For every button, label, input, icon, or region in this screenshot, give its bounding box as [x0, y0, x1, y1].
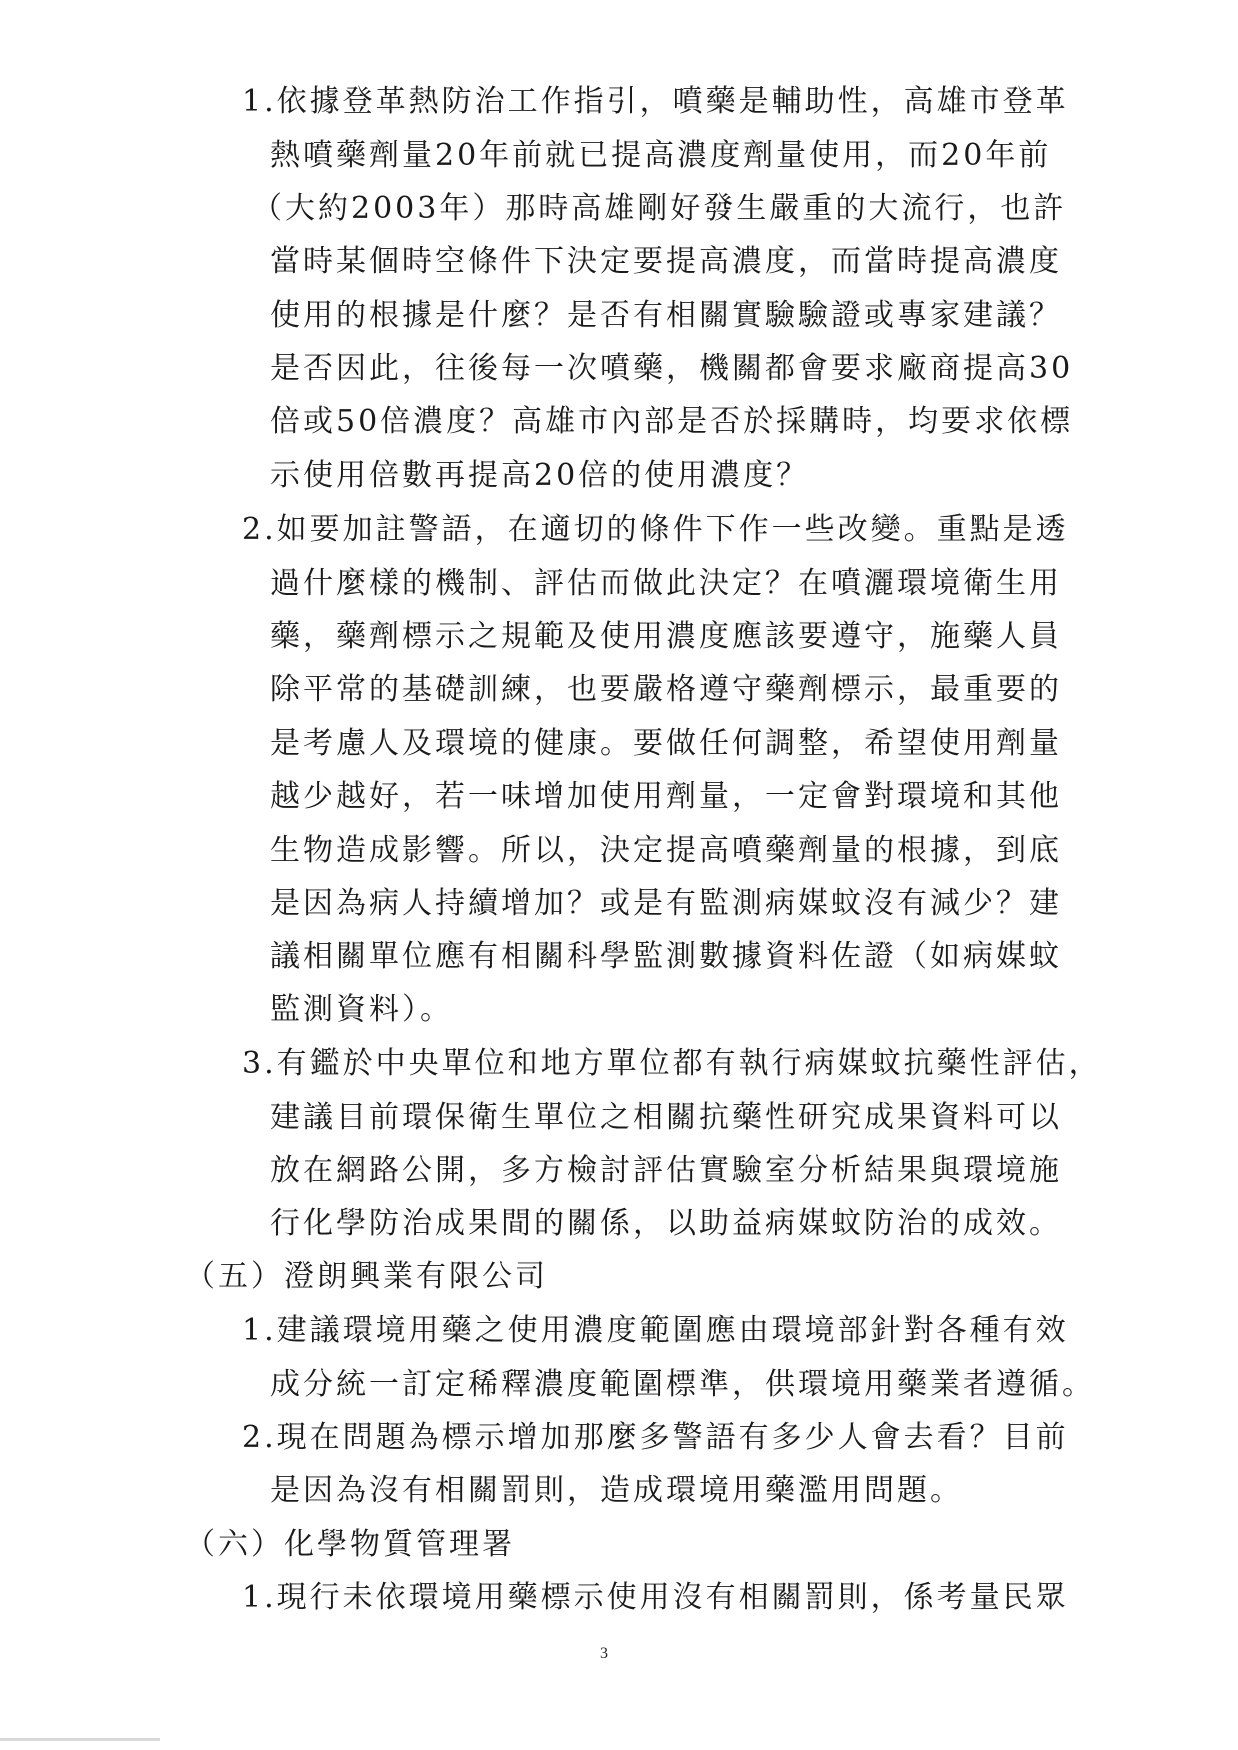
section-5-item-1-line-1: 1.建議環境用藥之使用濃度範圍應由環境部針對各種有效	[242, 1313, 1069, 1348]
item-2-line-1: 2.如要加註警語，在適切的條件下作一些改變。重點是透	[242, 512, 1069, 547]
section-5-heading: （五）澄朗興業有限公司	[185, 1259, 548, 1294]
item-1-line-1: 1.依據登革熱防治工作指引，噴藥是輔助性，高雄市登革	[242, 84, 1069, 119]
item-2-line-5: 是考慮人及環境的健康。要做任何調整，希望使用劑量	[270, 726, 1062, 761]
item-3-line-3: 放在網路公開，多方檢討評估實驗室分析結果與環境施	[270, 1153, 1062, 1188]
item-2-line-2: 過什麼樣的機制、評估而做此決定？在噴灑環境衛生用	[270, 566, 1062, 601]
item-1-line-4: 當時某個時空條件下決定要提高濃度，而當時提高濃度	[270, 244, 1062, 279]
item-2-line-7: 生物造成影響。所以，決定提高噴藥劑量的根據，到底	[270, 833, 1062, 868]
section-5-item-2-line-2: 是因為沒有相關罰則，造成環境用藥濫用問題。	[270, 1473, 963, 1508]
section-6-heading: （六）化學物質管理署	[185, 1527, 515, 1562]
scan-edge-mark	[0, 1738, 160, 1741]
item-1-line-6: 是否因此，往後每一次噴藥，機關都會要求廠商提高30	[270, 351, 1074, 386]
item-3-line-2: 建議目前環保衛生單位之相關抗藥性研究成果資料可以	[270, 1100, 1062, 1135]
item-1-line-8: 示使用倍數再提高20倍的使用濃度？	[270, 458, 810, 493]
item-2-line-4: 除平常的基礎訓練，也要嚴格遵守藥劑標示，最重要的	[270, 672, 1062, 707]
item-2-line-9: 議相關單位應有相關科學監測數據資料佐證（如病媒蚊	[270, 939, 1062, 974]
section-5-item-2-line-1: 2.現在問題為標示增加那麼多警語有多少人會去看？目前	[242, 1420, 1069, 1455]
item-2-line-10: 監測資料）。	[270, 992, 453, 1027]
item-1-line-5: 使用的根據是什麼？是否有相關實驗驗證或專家建議？	[270, 298, 1062, 333]
section-5-item-1-line-2: 成分統一訂定稀釋濃度範圍標準，供環境用藥業者遵循。	[270, 1367, 1095, 1402]
section-6-item-1-line-1: 1.現行未依環境用藥標示使用沒有相關罰則，係考量民眾	[242, 1580, 1069, 1615]
item-1-line-2: 熱噴藥劑量20年前就已提高濃度劑量使用，而20年前	[270, 138, 1052, 173]
page-number: 3	[600, 1645, 608, 1662]
item-2-line-6: 越少越好，若一味增加使用劑量，一定會對環境和其他	[270, 779, 1062, 814]
item-1-line-7: 倍或50倍濃度？高雄市內部是否於採購時，均要求依標	[270, 404, 1074, 439]
item-2-line-3: 藥，藥劑標示之規範及使用濃度應該要遵守，施藥人員	[270, 619, 1062, 654]
item-3-line-1: 3.有鑑於中央單位和地方單位都有執行病媒蚊抗藥性評估，	[242, 1046, 1102, 1081]
item-3-line-4: 行化學防治成果間的關係，以助益病媒蚊防治的成效。	[270, 1206, 1062, 1241]
item-2-line-8: 是因為病人持續增加？或是有監測病媒蚊沒有減少？建	[270, 886, 1062, 921]
item-1-line-3: （大約2003年）那時高雄剛好發生嚴重的大流行，也許	[252, 191, 1067, 226]
